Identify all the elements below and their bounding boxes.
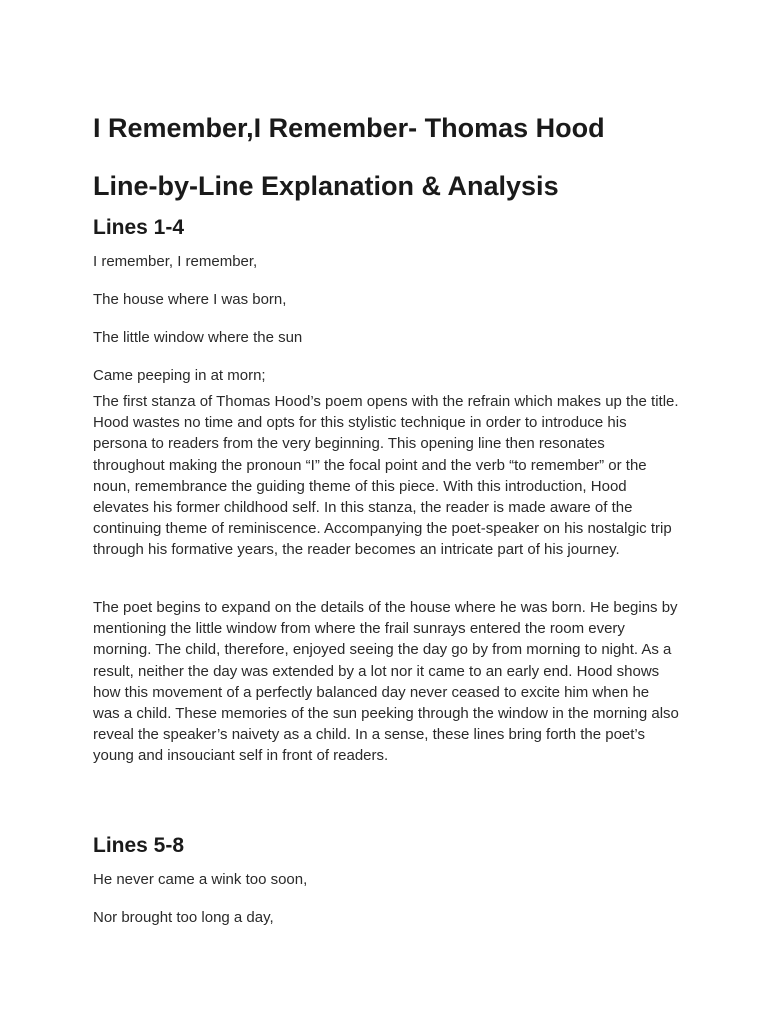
analysis-paragraph: The first stanza of Thomas Hood’s poem opens with the refrain which makes up the title. Hood wastes no time and opts for this stylistic technique in order to introduce his persona to readers from the very beginning. This opening line then resonates throughout making the pronoun “I” the focal point and the verb “to remember” or the noun, remembrance the guiding theme of this piece. With this introduction, Hood elevates his former childhood self. In this stanza, the reader is made aware of the continuing theme of reminiscence. Accompanying the poet-speaker on his nostalgic trip through his formative years, the reader becomes an intricate part of his journey.	[93, 393, 679, 559]
verse-line: The house where I was born,	[93, 291, 287, 308]
document-subtitle: Line-by-Line Explanation & Analysis	[93, 171, 559, 201]
analysis-paragraph: The poet begins to expand on the details of the house where he was born. He begins by mentioning the little window from where the frail sunrays entered the room every morning. The child, therefore, enjoyed seeing the day go by from morning to night. As a result, neither the day was extended by a lot nor it came to an early end. Hood shows how this movement of a perfectly balanced day never ceased to excite him when he was a child. These memories of the sun peeking through the window in the morning also reveal the speaker’s naivety as a child. In a sense, these lines bring forth the poet’s young and insouciant self in front of readers.	[93, 599, 679, 765]
verse-line: Came peeping in at morn;	[93, 367, 266, 384]
verse-line: The little window where the sun	[93, 329, 303, 346]
document-title: I Remember,I Remember- Thomas Hood	[93, 113, 605, 143]
section-heading-lines-5-8: Lines 5-8	[93, 834, 185, 857]
verse-line: Nor brought too long a day,	[93, 909, 274, 926]
verse-line: I remember, I remember,	[93, 253, 258, 270]
verse-line: He never came a wink too soon,	[93, 871, 308, 888]
section-heading-lines-1-4: Lines 1-4	[93, 216, 185, 239]
